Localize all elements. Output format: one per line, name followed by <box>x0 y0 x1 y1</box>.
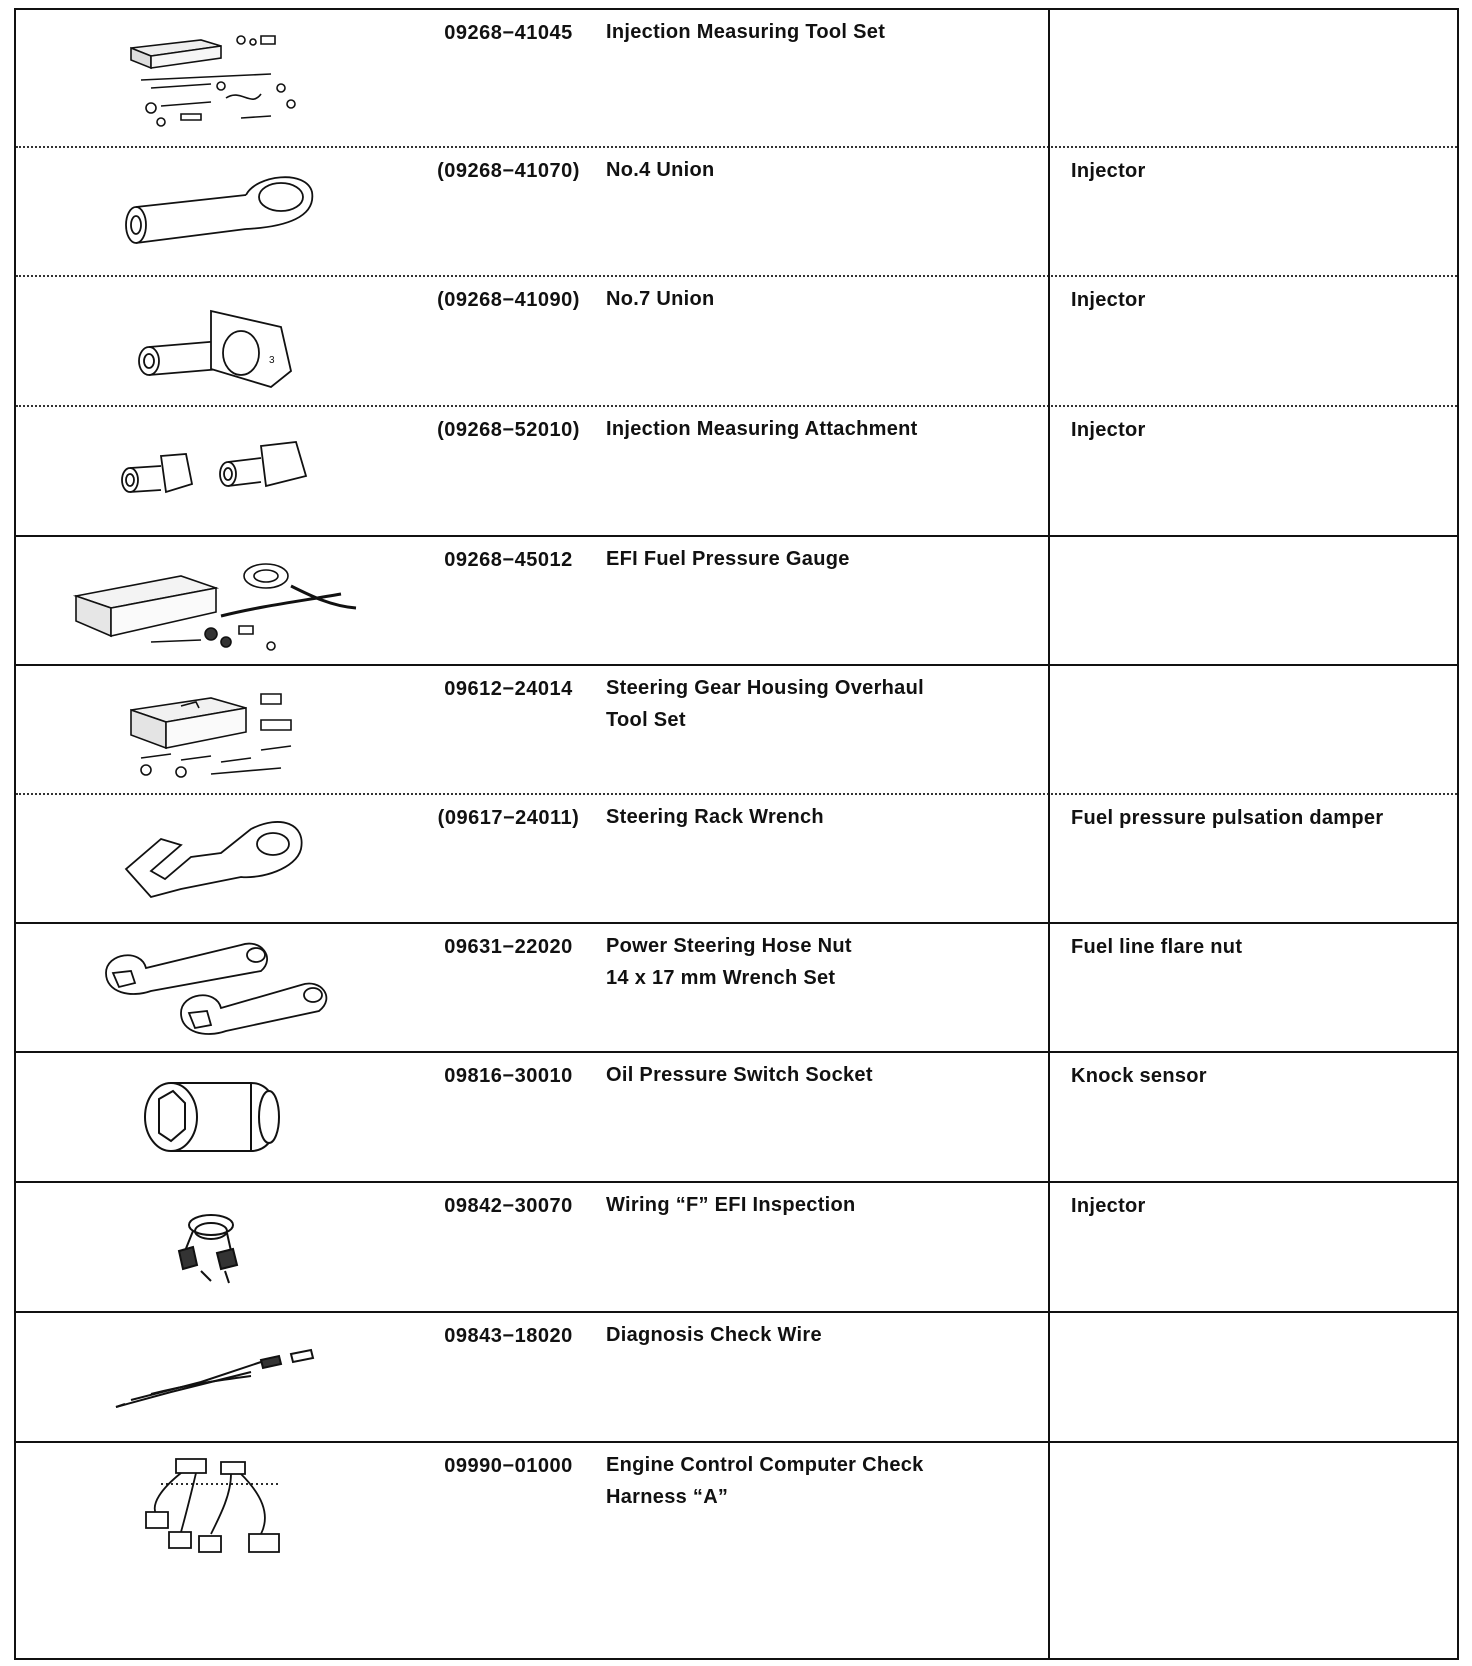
application-note: Injector <box>1071 160 1146 182</box>
flare-nut-wrench-icon <box>16 924 416 1051</box>
table-row <box>16 1181 1457 1311</box>
table-row <box>16 1311 1457 1441</box>
inspection-wiring-icon <box>16 1183 416 1311</box>
application-note: Injector <box>1071 1195 1146 1217</box>
part-number: (09268−41070) <box>437 160 580 182</box>
tool-name: EFI Fuel Pressure Gauge <box>606 548 850 570</box>
table-row <box>16 405 1457 535</box>
tool-set-case-icon <box>16 10 416 146</box>
attachment-fittings-icon <box>16 407 416 535</box>
part-number: (09268−41090) <box>437 289 580 311</box>
table-row <box>16 1441 1457 1660</box>
table-row <box>16 275 1457 405</box>
table-row <box>16 535 1457 664</box>
tool-name: No.7 Union <box>606 288 715 310</box>
banjo-union-icon <box>16 148 416 275</box>
part-number: 09843−18020 <box>444 1325 573 1347</box>
svg-text:3: 3 <box>269 355 275 366</box>
special-tools-table <box>14 8 1459 1660</box>
application-note: Fuel pressure pulsation damper <box>1071 807 1384 829</box>
part-number: (09617−24011) <box>437 807 580 829</box>
table-row <box>16 922 1457 1051</box>
application-note: Injector <box>1071 289 1146 311</box>
tool-name: Steering Rack Wrench <box>606 806 824 828</box>
flange-union-icon <box>16 277 416 405</box>
application-note: Fuel line flare nut <box>1071 936 1243 958</box>
rack-wrench-icon <box>16 795 416 922</box>
overhaul-tool-set-icon <box>16 666 416 793</box>
application-note: Knock sensor <box>1071 1065 1207 1087</box>
part-number: 09990−01000 <box>444 1455 573 1477</box>
check-harness-icon <box>16 1443 416 1575</box>
part-number: 09612−24014 <box>444 678 573 700</box>
pressure-gauge-kit-icon <box>16 537 416 664</box>
tool-name: Diagnosis Check Wire <box>606 1324 822 1346</box>
tool-name: Engine Control Computer Check Harness “A” <box>606 1454 924 1508</box>
table-row <box>16 793 1457 922</box>
table-row <box>16 1051 1457 1181</box>
part-number: 09816−30010 <box>444 1065 573 1087</box>
part-number: 09631−22020 <box>444 936 573 958</box>
table-row <box>16 146 1457 275</box>
tool-name: Injection Measuring Tool Set <box>606 21 886 43</box>
column-divider <box>1048 10 1050 1658</box>
part-number: 09268−45012 <box>444 549 573 571</box>
tool-name: Injection Measuring Attachment <box>606 418 918 440</box>
tool-name: Wiring “F” EFI Inspection <box>606 1194 856 1216</box>
tool-name: Power Steering Hose Nut 14 x 17 mm Wrench Set <box>606 935 852 989</box>
part-number: 09268−41045 <box>444 22 573 44</box>
part-number: (09268−52010) <box>437 419 580 441</box>
tool-name: No.4 Union <box>606 159 715 181</box>
check-wire-icon <box>16 1313 416 1441</box>
table-row <box>16 664 1457 793</box>
tool-name: Oil Pressure Switch Socket <box>606 1064 873 1086</box>
table-row <box>16 10 1457 146</box>
tool-name: Steering Gear Housing Overhaul Tool Set <box>606 677 924 731</box>
socket-icon <box>16 1053 416 1181</box>
part-number: 09842−30070 <box>444 1195 573 1217</box>
application-note: Injector <box>1071 419 1146 441</box>
